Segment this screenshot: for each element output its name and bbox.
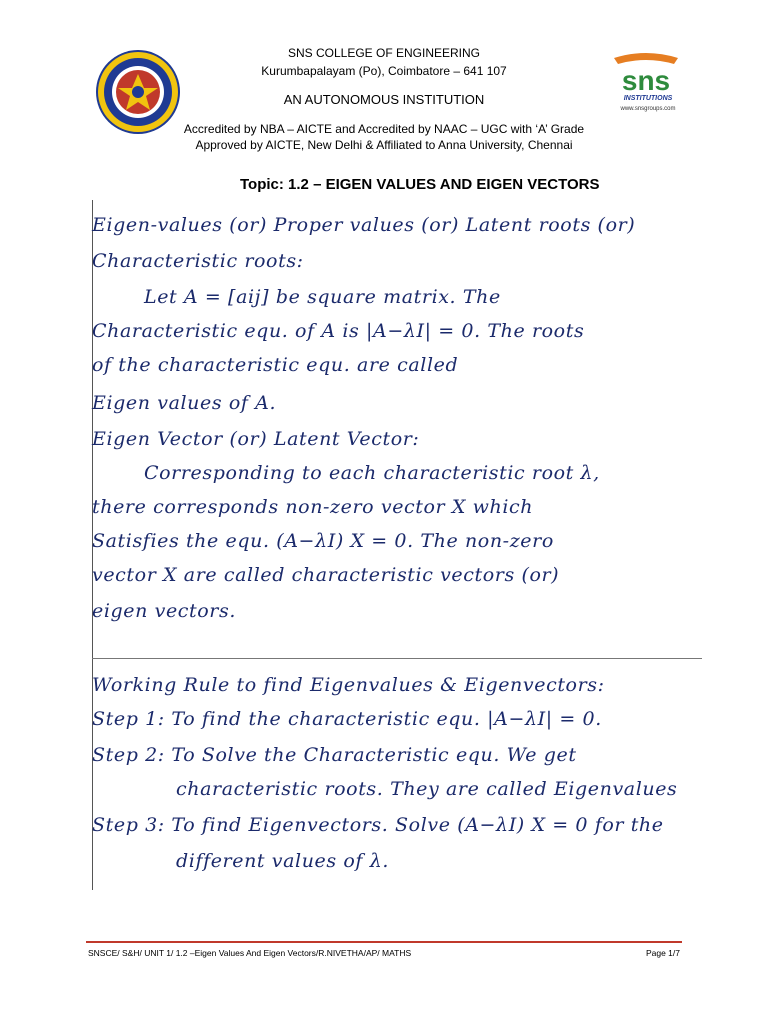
note-line: Characteristic roots: [92, 250, 304, 272]
note-line: Eigen-values (or) Proper values (or) Latent roots (or) [92, 214, 636, 236]
handwritten-notes [92, 200, 692, 890]
sns-logo-sub: INSTITUTIONS [623, 95, 673, 102]
accreditation-line: Accredited by NBA – AICTE and Accredited by NAAC – UGC with ‘A’ Grade [183, 122, 585, 136]
note-line: Working Rule to find Eigenvalues & Eigenvectors: [92, 674, 605, 696]
sns-logo-url: www.snsgroups.com [620, 106, 676, 112]
note-line: Step 1: To find the characteristic equ. |A−λI| = 0. [92, 708, 602, 730]
autonomous-label: AN AUTONOMOUS INSTITUTION [283, 92, 485, 107]
note-line: Eigen values of A. [92, 392, 277, 414]
topic-title: Topic: 1.2 – EIGEN VALUES AND EIGEN VECTORS [240, 176, 600, 193]
note-line: Let A = [aij] be square matrix. The [144, 286, 501, 308]
sns-institutions-logo [604, 52, 688, 112]
note-line: Step 2: To Solve the Characteristic equ. We get [92, 744, 577, 766]
page-number: Page 1/7 [645, 948, 680, 958]
note-line: Characteristic equ. of A is |A−λI| = 0. The roots [92, 320, 585, 342]
note-line: characteristic roots. They are called Eigenvalues [176, 778, 678, 800]
college-address: Kurumbapalayam (Po), Coimbatore – 641 107 [261, 64, 507, 78]
note-line: Eigen Vector (or) Latent Vector: [92, 428, 420, 450]
approval-line: Approved by AICTE, New Delhi & Affiliated to Anna University, Chennai [195, 138, 573, 152]
note-line: of the characteristic equ. are called [92, 354, 459, 376]
note-line: eigen vectors. [92, 600, 236, 622]
document-header [0, 40, 768, 160]
note-line: vector X are called characteristic vectors (or) [92, 564, 560, 586]
note-line: Step 3: To find Eigenvectors. Solve (A−λI) X = 0 for the [92, 814, 664, 836]
footer-reference: SNSCE/ S&H/ UNIT 1/ 1.2 –Eigen Values And Eigen Vectors/R.NIVETHA/AP/ MATHS [88, 948, 412, 958]
footer-divider [86, 941, 682, 943]
note-line: Satisfies the equ. (A−λI) X = 0. The non-zero [92, 530, 554, 552]
note-line: there corresponds non-zero vector X which [92, 496, 534, 518]
note-line: different values of λ. [176, 850, 389, 872]
college-name: SNS COLLEGE OF ENGINEERING [287, 46, 481, 60]
sns-logo-text: sns [621, 65, 671, 96]
note-line: Corresponding to each characteristic root λ, [144, 462, 600, 484]
